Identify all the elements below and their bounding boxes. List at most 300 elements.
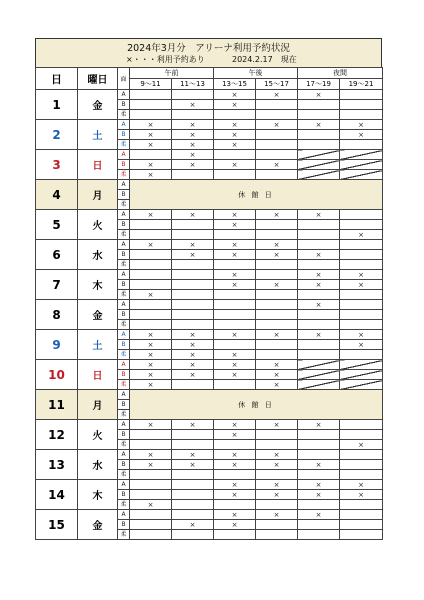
unavailable-slot	[298, 380, 340, 390]
slot-cell: ×	[256, 380, 298, 390]
slot-cell	[172, 380, 214, 390]
slot-cell	[172, 110, 214, 120]
slot-cell	[172, 220, 214, 230]
slot-cell	[172, 320, 214, 330]
weekday: 木	[78, 480, 118, 510]
slot-cell	[340, 450, 383, 460]
slot-cell	[172, 470, 214, 480]
slot-cell: ×	[214, 280, 256, 290]
slot-cell: ×	[256, 510, 298, 520]
face-label: A	[118, 480, 130, 490]
slot-cell: ×	[340, 440, 383, 450]
slot-cell	[298, 340, 340, 350]
face-label: B	[118, 490, 130, 500]
slot-cell	[130, 310, 172, 320]
day-number: 3	[36, 150, 78, 180]
slot-cell: ×	[130, 450, 172, 460]
slot-cell	[172, 260, 214, 270]
slot-cell	[130, 510, 172, 520]
face-label: 柔	[118, 470, 130, 480]
slot-cell	[130, 470, 172, 480]
col-face-header: 面	[118, 68, 130, 90]
day-number: 14	[36, 480, 78, 510]
col-day-header: 日	[36, 68, 78, 90]
slot-cell	[172, 510, 214, 520]
slot-cell: ×	[256, 120, 298, 130]
unavailable-slot	[298, 170, 340, 180]
group-morning-header: 午前	[130, 68, 214, 79]
table-row	[36, 150, 383, 160]
slot-cell	[172, 290, 214, 300]
slot-cell	[214, 110, 256, 120]
slot-cell: ×	[214, 140, 256, 150]
slot-cell: ×	[214, 330, 256, 340]
slot-cell: ×	[130, 370, 172, 380]
slot-cell: ×	[340, 280, 383, 290]
weekday: 火	[78, 210, 118, 240]
slot-cell: ×	[256, 240, 298, 250]
slot-cell: ×	[172, 420, 214, 430]
slot-cell: ×	[214, 420, 256, 430]
slot-cell	[172, 530, 214, 540]
face-label: 柔	[118, 500, 130, 510]
slot-cell	[172, 90, 214, 100]
slot-cell	[130, 530, 172, 540]
slot-cell	[130, 300, 172, 310]
slot-cell	[130, 270, 172, 280]
slot-cell	[256, 310, 298, 320]
slot-cell	[214, 290, 256, 300]
slot-cell: ×	[130, 160, 172, 170]
slot-cell	[130, 100, 172, 110]
slot-cell: ×	[214, 490, 256, 500]
slot-cell: ×	[298, 280, 340, 290]
slot-cell	[298, 240, 340, 250]
slot-cell	[214, 170, 256, 180]
face-label: 柔	[118, 410, 130, 420]
face-label: A	[118, 120, 130, 130]
slot-cell	[214, 150, 256, 160]
slot-cell: ×	[172, 460, 214, 470]
slot-cell: ×	[214, 130, 256, 140]
table-row	[36, 90, 383, 100]
weekday: 火	[78, 420, 118, 450]
slot-cell	[214, 530, 256, 540]
face-label: 柔	[118, 440, 130, 450]
slot-cell: ×	[214, 430, 256, 440]
slot-cell	[256, 530, 298, 540]
slot-cell	[298, 430, 340, 440]
slot-cell	[340, 260, 383, 270]
day-number: 11	[36, 390, 78, 420]
slot-cell	[214, 310, 256, 320]
unavailable-slot	[340, 360, 383, 370]
slot-cell: ×	[130, 460, 172, 470]
table-row	[36, 330, 383, 340]
slot-header: 13～15	[214, 79, 256, 90]
slot-cell: ×	[172, 100, 214, 110]
slot-cell	[340, 500, 383, 510]
slot-cell: ×	[298, 420, 340, 430]
slot-cell	[172, 270, 214, 280]
slot-cell: ×	[298, 120, 340, 130]
face-label: 柔	[118, 260, 130, 270]
slot-cell: ×	[130, 170, 172, 180]
slot-cell	[340, 250, 383, 260]
weekday: 金	[78, 90, 118, 120]
face-label: B	[118, 160, 130, 170]
col-weekday-header: 曜日	[78, 68, 118, 90]
slot-cell	[130, 490, 172, 500]
face-label: 柔	[118, 200, 130, 210]
day-number: 12	[36, 420, 78, 450]
face-label: B	[118, 190, 130, 200]
slot-cell	[130, 320, 172, 330]
slot-cell: ×	[256, 490, 298, 500]
face-label: A	[118, 210, 130, 220]
slot-cell: ×	[130, 420, 172, 430]
face-label: A	[118, 330, 130, 340]
slot-cell: ×	[214, 210, 256, 220]
slot-cell: ×	[256, 480, 298, 490]
slot-header: 19～21	[340, 79, 383, 90]
table-row	[36, 450, 383, 460]
slot-cell: ×	[172, 140, 214, 150]
slot-cell	[214, 260, 256, 270]
slot-cell	[340, 300, 383, 310]
table-row	[36, 270, 383, 280]
face-label: B	[118, 340, 130, 350]
slot-cell: ×	[214, 480, 256, 490]
weekday: 木	[78, 270, 118, 300]
slot-cell: ×	[130, 290, 172, 300]
slot-cell	[130, 230, 172, 240]
slot-cell: ×	[340, 340, 383, 350]
face-label: B	[118, 370, 130, 380]
face-label: 柔	[118, 110, 130, 120]
closed-day-label: 休 館 日	[130, 180, 383, 210]
face-label: B	[118, 400, 130, 410]
face-label: 柔	[118, 320, 130, 330]
face-label: 柔	[118, 290, 130, 300]
slot-cell	[256, 470, 298, 480]
slot-cell	[340, 530, 383, 540]
table-row	[36, 120, 383, 130]
slot-cell: ×	[172, 160, 214, 170]
slot-cell	[256, 500, 298, 510]
slot-cell	[172, 170, 214, 180]
slot-cell	[256, 140, 298, 150]
slot-cell: ×	[130, 240, 172, 250]
slot-cell: ×	[340, 230, 383, 240]
slot-cell	[256, 290, 298, 300]
slot-cell	[298, 470, 340, 480]
face-label: B	[118, 280, 130, 290]
slot-cell	[214, 340, 256, 350]
slot-cell: ×	[130, 360, 172, 370]
slot-cell	[298, 350, 340, 360]
day-number: 1	[36, 90, 78, 120]
face-label: A	[118, 90, 130, 100]
slot-cell: ×	[298, 210, 340, 220]
slot-cell	[340, 520, 383, 530]
slot-cell: ×	[256, 460, 298, 470]
group-afternoon-header: 午後	[214, 68, 298, 79]
slot-cell	[298, 100, 340, 110]
slot-cell	[214, 440, 256, 450]
slot-cell	[340, 290, 383, 300]
slot-cell	[256, 520, 298, 530]
slot-cell: ×	[172, 520, 214, 530]
slot-cell	[214, 500, 256, 510]
weekday: 日	[78, 360, 118, 390]
slot-cell	[130, 110, 172, 120]
slot-cell: ×	[214, 90, 256, 100]
slot-cell	[130, 430, 172, 440]
slot-cell	[256, 340, 298, 350]
slot-cell: ×	[214, 270, 256, 280]
slot-cell: ×	[256, 330, 298, 340]
slot-cell	[298, 220, 340, 230]
slot-cell: ×	[256, 210, 298, 220]
slot-cell: ×	[256, 160, 298, 170]
slot-cell	[214, 380, 256, 390]
unavailable-slot	[340, 380, 383, 390]
day-number: 8	[36, 300, 78, 330]
slot-cell: ×	[130, 120, 172, 130]
slot-cell	[298, 450, 340, 460]
slot-cell: ×	[130, 380, 172, 390]
slot-cell	[256, 230, 298, 240]
slot-cell: ×	[172, 150, 214, 160]
slot-cell: ×	[298, 270, 340, 280]
face-label: 柔	[118, 380, 130, 390]
slot-cell	[256, 110, 298, 120]
unavailable-slot	[340, 370, 383, 380]
sheet-title: 2024年3月分 アリーナ利用予約状況	[127, 43, 290, 54]
slot-cell: ×	[256, 420, 298, 430]
table-row	[36, 360, 383, 370]
slot-cell: ×	[214, 120, 256, 130]
slot-cell: ×	[298, 490, 340, 500]
slot-cell: ×	[256, 280, 298, 290]
reservation-table	[35, 67, 383, 540]
slot-cell	[130, 250, 172, 260]
slot-cell: ×	[172, 210, 214, 220]
slot-cell	[172, 440, 214, 450]
slot-cell: ×	[214, 160, 256, 170]
face-label: A	[118, 180, 130, 190]
slot-cell	[298, 440, 340, 450]
slot-cell: ×	[172, 450, 214, 460]
slot-cell: ×	[130, 210, 172, 220]
slot-cell: ×	[298, 510, 340, 520]
face-label: B	[118, 430, 130, 440]
weekday: 月	[78, 180, 118, 210]
slot-cell	[256, 300, 298, 310]
unavailable-slot	[298, 150, 340, 160]
face-label: A	[118, 240, 130, 250]
slot-cell: ×	[172, 240, 214, 250]
unavailable-slot	[298, 370, 340, 380]
slot-cell	[298, 320, 340, 330]
unavailable-slot	[298, 160, 340, 170]
slot-cell	[340, 310, 383, 320]
slot-cell: ×	[214, 220, 256, 230]
slot-cell	[340, 460, 383, 470]
slot-cell	[340, 350, 383, 360]
reservation-sheet	[35, 38, 382, 540]
slot-cell	[214, 230, 256, 240]
slot-cell: ×	[172, 340, 214, 350]
slot-cell	[172, 310, 214, 320]
slot-cell	[130, 480, 172, 490]
slot-cell	[298, 140, 340, 150]
slot-cell	[340, 110, 383, 120]
slot-cell	[298, 530, 340, 540]
slot-cell	[130, 440, 172, 450]
unavailable-slot	[340, 150, 383, 160]
slot-cell: ×	[130, 130, 172, 140]
face-label: A	[118, 150, 130, 160]
slot-cell	[214, 470, 256, 480]
slot-cell: ×	[340, 270, 383, 280]
slot-cell	[298, 260, 340, 270]
slot-cell	[172, 480, 214, 490]
day-number: 2	[36, 120, 78, 150]
slot-cell	[172, 280, 214, 290]
slot-cell: ×	[214, 240, 256, 250]
slot-header: 11～13	[172, 79, 214, 90]
slot-cell: ×	[256, 90, 298, 100]
slot-cell	[340, 90, 383, 100]
slot-cell	[172, 490, 214, 500]
slot-cell	[340, 100, 383, 110]
slot-cell: ×	[214, 100, 256, 110]
slot-header: 17～19	[298, 79, 340, 90]
slot-cell: ×	[340, 120, 383, 130]
slot-cell: ×	[130, 500, 172, 510]
table-row	[36, 300, 383, 310]
slot-cell: ×	[298, 480, 340, 490]
weekday: 土	[78, 330, 118, 360]
slot-header: 15～17	[256, 79, 298, 90]
slot-cell: ×	[130, 340, 172, 350]
slot-cell	[130, 90, 172, 100]
slot-cell: ×	[214, 370, 256, 380]
slot-cell: ×	[130, 330, 172, 340]
slot-cell	[298, 290, 340, 300]
slot-cell	[340, 510, 383, 520]
slot-cell	[340, 140, 383, 150]
face-label: 柔	[118, 530, 130, 540]
slot-cell	[172, 300, 214, 310]
slot-cell	[298, 500, 340, 510]
slot-cell: ×	[256, 450, 298, 460]
slot-cell: ×	[214, 450, 256, 460]
slot-cell: ×	[172, 360, 214, 370]
slot-cell	[172, 500, 214, 510]
unavailable-slot	[340, 170, 383, 180]
table-row	[36, 420, 383, 430]
slot-cell: ×	[214, 510, 256, 520]
weekday: 月	[78, 390, 118, 420]
slot-cell	[256, 430, 298, 440]
slot-cell: ×	[130, 350, 172, 360]
slot-cell	[256, 270, 298, 280]
reservation-body	[36, 90, 383, 540]
slot-cell: ×	[340, 480, 383, 490]
slot-cell	[256, 260, 298, 270]
slot-cell	[340, 220, 383, 230]
slot-cell: ×	[340, 330, 383, 340]
day-number: 10	[36, 360, 78, 390]
slot-cell	[340, 420, 383, 430]
slot-cell: ×	[298, 300, 340, 310]
slot-cell: ×	[130, 140, 172, 150]
slot-cell	[130, 260, 172, 270]
table-row	[36, 240, 383, 250]
slot-cell	[298, 110, 340, 120]
weekday: 水	[78, 450, 118, 480]
weekday: 金	[78, 300, 118, 330]
slot-cell: ×	[298, 90, 340, 100]
face-label: B	[118, 520, 130, 530]
slot-cell: ×	[172, 330, 214, 340]
slot-cell	[256, 150, 298, 160]
face-label: B	[118, 100, 130, 110]
slot-cell: ×	[256, 360, 298, 370]
slot-cell	[214, 320, 256, 330]
face-label: 柔	[118, 140, 130, 150]
slot-cell	[340, 430, 383, 440]
face-label: A	[118, 360, 130, 370]
weekday: 日	[78, 150, 118, 180]
slot-cell	[298, 520, 340, 530]
slot-cell	[256, 220, 298, 230]
table-row	[36, 180, 383, 190]
day-number: 9	[36, 330, 78, 360]
weekday: 土	[78, 120, 118, 150]
slot-cell	[298, 230, 340, 240]
slot-cell	[256, 350, 298, 360]
slot-cell: ×	[256, 250, 298, 260]
slot-cell	[256, 440, 298, 450]
slot-cell: ×	[172, 120, 214, 130]
slot-cell	[172, 430, 214, 440]
slot-cell: ×	[172, 350, 214, 360]
slot-cell	[340, 470, 383, 480]
face-label: 柔	[118, 230, 130, 240]
slot-cell	[340, 210, 383, 220]
slot-cell: ×	[172, 130, 214, 140]
slot-cell: ×	[172, 370, 214, 380]
slot-cell: ×	[298, 330, 340, 340]
slot-cell	[256, 170, 298, 180]
slot-cell: ×	[172, 250, 214, 260]
unavailable-slot	[340, 160, 383, 170]
weekday: 水	[78, 240, 118, 270]
slot-header: 9～11	[130, 79, 172, 90]
face-label: 柔	[118, 350, 130, 360]
slot-cell: ×	[214, 360, 256, 370]
table-row	[36, 390, 383, 400]
slot-cell	[256, 100, 298, 110]
slot-cell: ×	[256, 370, 298, 380]
slot-cell: ×	[298, 250, 340, 260]
day-number: 4	[36, 180, 78, 210]
face-label: B	[118, 460, 130, 470]
